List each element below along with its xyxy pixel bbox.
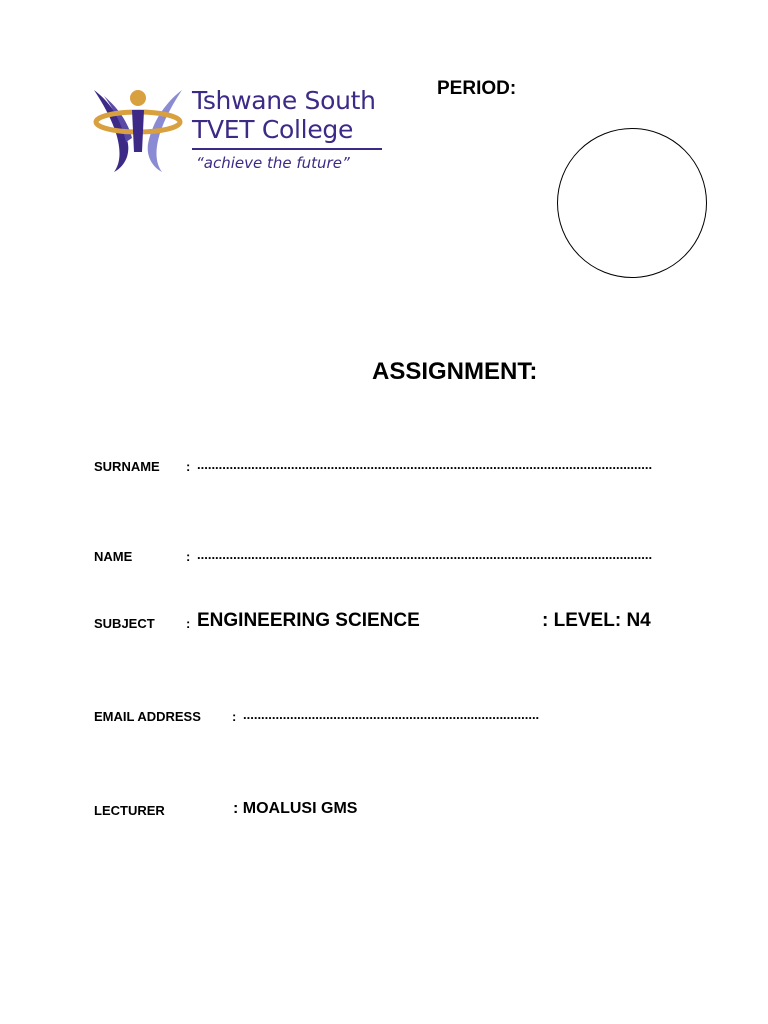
college-emblem-icon <box>92 82 188 178</box>
document-title: ASSIGNMENT: <box>372 358 538 385</box>
logo-divider <box>192 148 382 150</box>
college-name-line2: TVET College <box>192 115 354 144</box>
college-name <box>192 86 376 144</box>
subject-label: SUBJECT <box>94 616 155 631</box>
subject-value: ENGINEERING SCIENCE <box>197 610 420 631</box>
lecturer-value: : MOALUSI GMS <box>233 800 358 817</box>
photo-circle <box>557 128 707 278</box>
college-tagline: “achieve the future” <box>196 154 350 172</box>
email-separator: : <box>232 709 237 724</box>
surname-label: SURNAME <box>94 459 160 474</box>
subject-separator: : <box>186 616 191 631</box>
name-separator: : <box>186 549 191 564</box>
college-logo <box>92 82 384 178</box>
name-label: NAME <box>94 549 133 564</box>
period-label: PERIOD: <box>437 78 517 99</box>
lecturer-label: LECTURER <box>94 803 165 818</box>
email-input-line[interactable]: .................................................................................. <box>243 707 540 722</box>
email-label: EMAIL ADDRESS <box>94 709 201 724</box>
college-name-line1: Tshwane South <box>192 86 376 115</box>
name-input-line[interactable]: .............................................................................................................................. <box>197 547 653 562</box>
surname-separator: : <box>186 459 191 474</box>
level-value: : LEVEL: N4 <box>542 610 651 631</box>
surname-input-line[interactable]: .............................................................................................................................. <box>197 457 653 472</box>
